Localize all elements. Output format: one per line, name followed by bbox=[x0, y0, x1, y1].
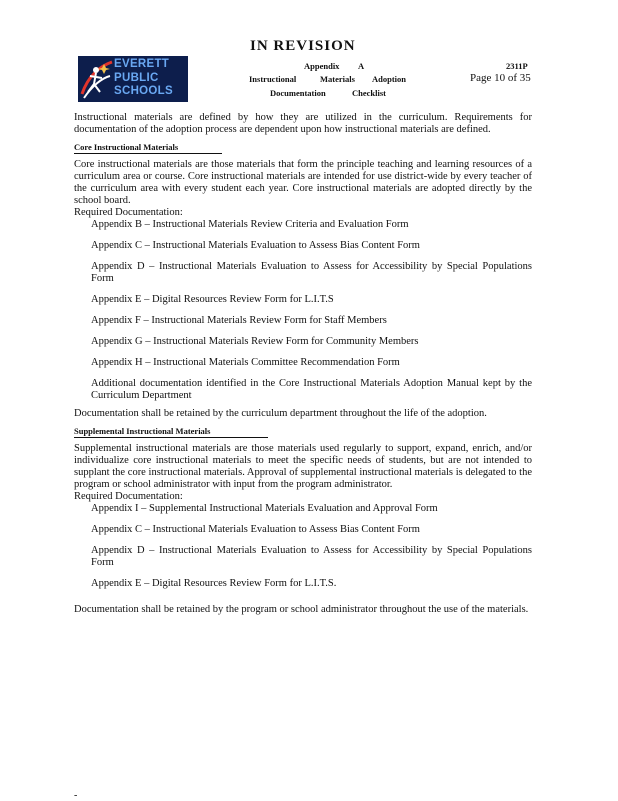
list-item: Appendix D – Instructional Materials Evaluation to Assess for Accessibility by Special Populations Form bbox=[91, 261, 532, 284]
policy-code: 2311P bbox=[506, 61, 528, 71]
supplemental-required-label: Required Documentation: bbox=[74, 491, 183, 502]
intro-paragraph: Instructional materials are defined by how they are utilized in the curriculum. Requirements for documentation of the adoption process are dependent upon how instructional materials are defined. bbox=[74, 112, 532, 135]
core-section-heading: Core Instructional Materials bbox=[74, 141, 222, 154]
document-body bbox=[74, 112, 532, 616]
list-item: Appendix C – Instructional Materials Evaluation to Assess Bias Content Form bbox=[91, 240, 420, 251]
header-title-word-5: Checklist bbox=[352, 88, 386, 98]
header-title-word-3: Adoption bbox=[372, 74, 407, 84]
list-item: Appendix E – Digital Resources Review Form for L.I.T.S bbox=[91, 294, 334, 305]
core-description: Core instructional materials are those materials that form the principle teaching and learning resources of a curriculum area or course. Core instructional materials are intended for use district-wide by every teacher of the curriculum area with every student each year. Core instructional materials are adopted directly by the school board. bbox=[74, 159, 532, 206]
logo-text-line1: EVERETT bbox=[114, 58, 170, 70]
supplemental-description: Supplemental instructional materials are those materials used regularly to support, expand, enrich, and/or individualize core instructional materials to meet the specific needs of students, but are not intended to supplant the core instructional materials. Approval of supplemental instructional materials is delegated to the program or school administrator with input from the program administrator. bbox=[74, 443, 532, 490]
supplemental-section-heading: Supplemental Instructional Materials bbox=[74, 425, 268, 438]
list-item: Appendix I – Supplemental Instructional Materials Evaluation and Approval Form bbox=[91, 503, 438, 514]
header-title-word-4: Documentation bbox=[270, 88, 326, 98]
list-item: Additional documentation identified in the Core Instructional Materials Adoption Manual kept by the Curriculum Department bbox=[91, 378, 532, 401]
list-item: Appendix D – Instructional Materials Evaluation to Assess for Accessibility by Special Populations Form bbox=[91, 545, 532, 568]
list-item: Appendix B – Instructional Materials Review Criteria and Evaluation Form bbox=[91, 219, 409, 230]
list-item: Appendix H – Instructional Materials Committee Recommendation Form bbox=[91, 357, 400, 368]
list-item: Appendix G – Instructional Materials Review Form for Community Members bbox=[91, 336, 419, 347]
header-title-word-1: Instructional bbox=[249, 74, 297, 84]
supplemental-documentation-list bbox=[74, 503, 532, 590]
appendix-label: Appendix bbox=[304, 61, 340, 71]
footer-mark: - bbox=[74, 790, 78, 801]
header-title-word-2: Materials bbox=[320, 74, 355, 84]
list-item: Appendix F – Instructional Materials Review Form for Staff Members bbox=[91, 315, 387, 326]
core-retention-note: Documentation shall be retained by the curriculum department throughout the life of the adoption. bbox=[74, 408, 487, 419]
appendix-letter: A bbox=[358, 61, 365, 71]
core-documentation-list bbox=[74, 219, 532, 402]
list-item: Appendix C – Instructional Materials Evaluation to Assess Bias Content Form bbox=[91, 524, 420, 535]
core-required-label: Required Documentation: bbox=[74, 207, 183, 218]
everett-public-schools-logo bbox=[78, 56, 188, 102]
logo-text-line2: PUBLIC bbox=[114, 71, 159, 84]
supplemental-retention-note: Documentation shall be retained by the program or school administrator throughout the use of the materials. bbox=[74, 604, 529, 615]
logo-text-line3: SCHOOLS bbox=[114, 85, 173, 97]
list-item: Appendix E – Digital Resources Review Form for L.I.T.S. bbox=[91, 578, 337, 589]
page-number: Page 10 of 35 bbox=[470, 72, 531, 84]
revision-status: IN REVISION bbox=[250, 38, 356, 54]
